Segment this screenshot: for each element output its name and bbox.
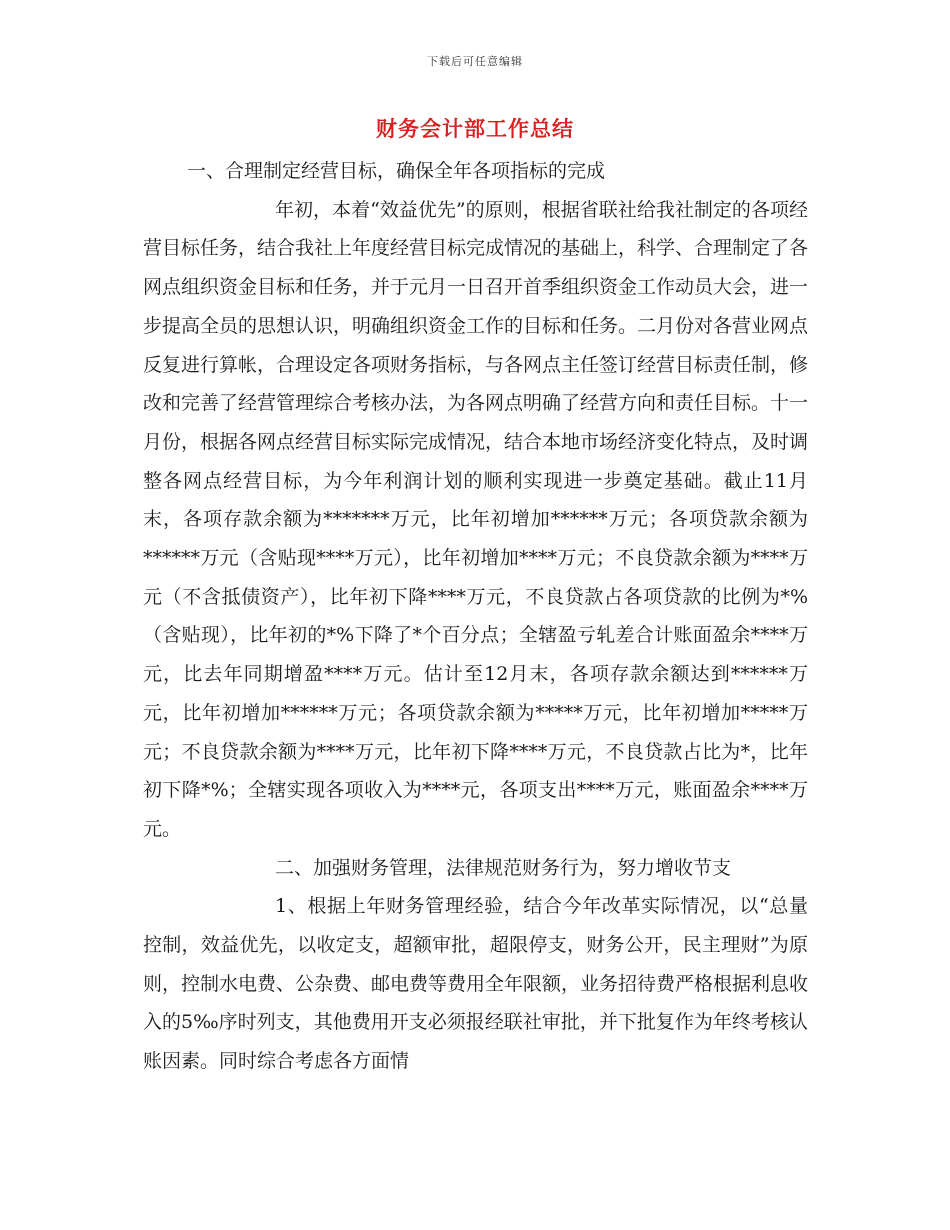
- page-header-note: 下载后可任意编辑: [427, 55, 523, 68]
- document-title: 财务会计部工作总结: [376, 116, 574, 141]
- section-1-paragraph: 年初，本着“效益优先”的原则，根据省联社给我社制定的各项经营目标任务，结合我社上年度经营目标完成情况的基础上，科学、合理制定了各网点组织资金目标和任务，并于元月一日召开首季组织资金工作动员大会，进一步提高全员的思想认识，明确组织资金工作的目标和任务。二月份对各营业网点反复进行算帐，合理设定各项财务指标，与各网点主任签订经营目标责任制，修改和完善了经营管理综合考核办法，为各网点明确了经营方向和责任目标。十一月份，根据各网点经营目标实际完成情况，结合本地市场经济变化特点，及时调整各网点经营目标，为今年利润计划的顺利实现进一步奠定基础。截止11月末，各项存款余额为*******万元，比年初增加******万元；各项贷款余额为******万元（含贴现****万元），比年初增加****万元；不良贷款余额为****万元（不含抵债资产），比年初下降****万元，不良贷款占各项贷款的比例为*%（含贴现），比年初的*%下降了*个百分点；全辖盈亏轧差合计账面盈余****万元，比去年同期增盈****万元。估计至12月末，各项存款余额达到******万元，比年初增加******万元；各项贷款余额为*****万元，比年初增加*****万元；不良贷款余额为****万元，比年初下降****万元，不良贷款占比为*，比年初下降*%；全辖实现各项收入为****元，各项支出****万元，账面盈余****万元。: [143, 198, 809, 840]
- document-body: [143, 152, 808, 1081]
- section-2-paragraph: 1、根据上年财务管理经验，结合今年改革实际情况，以“总量控制，效益优先，以收定支，超额审批，超限停支，财务公开，民主理财”为原则，控制水电费、公杂费、邮电费等费用全年限额，业务招待费严格根据利息收入的5‰序时列支，其他费用开支必须报经联社审批，并下批复作为年终考核认账因素。同时综合考虑各方面情: [143, 895, 809, 1073]
- section-2-heading: 二、加强财务管理，法律规范财务行为，努力增收节支: [275, 856, 732, 879]
- section-1-heading: 一、合理制定经营目标，确保全年各项指标的完成: [187, 160, 606, 182]
